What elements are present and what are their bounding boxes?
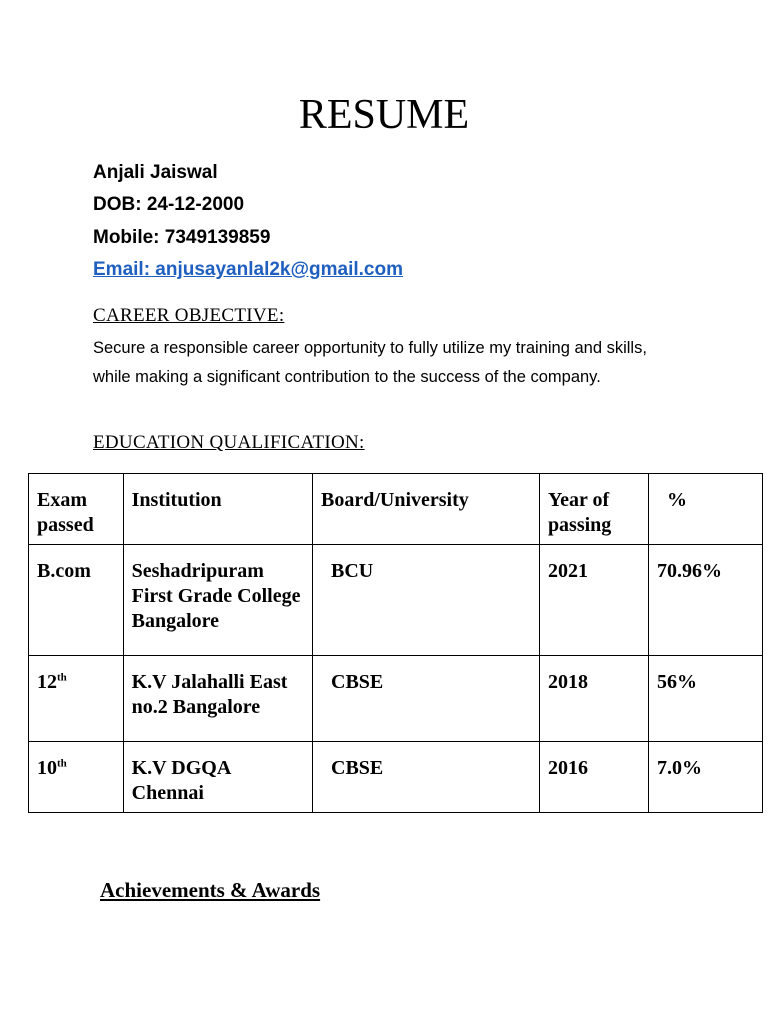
- column-header: %: [649, 474, 763, 545]
- year-cell: 2018: [539, 656, 648, 742]
- mobile-number: Mobile: 7349139859: [93, 227, 271, 248]
- table-row: [29, 545, 763, 656]
- column-header: Institution: [123, 474, 312, 545]
- board-cell: CBSE: [313, 656, 540, 742]
- institution-cell: Seshadripuram First Grade College Bangalore: [123, 545, 312, 656]
- percent-cell: 56%: [649, 656, 763, 742]
- column-header: Board/University: [313, 474, 540, 545]
- exam-suffix: th: [57, 671, 67, 684]
- board-cell: BCU: [313, 545, 540, 656]
- institution-cell: K.V DGQA Chennai: [123, 742, 312, 813]
- exam-suffix: th: [57, 757, 67, 770]
- year-cell: 2021: [539, 545, 648, 656]
- exam-cell: [29, 545, 124, 656]
- column-header: Exam passed: [29, 474, 124, 545]
- candidate-name: Anjali Jaiswal: [93, 162, 218, 183]
- percent-cell: 7.0%: [649, 742, 763, 813]
- table-row: [29, 656, 763, 742]
- table-row: [29, 742, 763, 813]
- page-title: RESUME: [298, 92, 470, 138]
- exam-name: 10: [37, 757, 57, 779]
- education-heading: EDUCATION QUALIFICATION:: [93, 432, 365, 453]
- date-of-birth: DOB: 24-12-2000: [93, 194, 245, 215]
- board-cell: CBSE: [313, 742, 540, 813]
- career-objective-heading: CAREER OBJECTIVE:: [93, 305, 285, 326]
- institution-cell: K.V Jalahalli East no.2 Bangalore: [123, 656, 312, 742]
- education-table: [28, 473, 763, 813]
- exam-cell: [29, 656, 124, 742]
- exam-name: 12: [37, 671, 57, 693]
- exam-name: B.com: [37, 560, 91, 582]
- percent-cell: 70.96%: [649, 545, 763, 656]
- table-header-row: [29, 474, 763, 545]
- year-cell: 2016: [539, 742, 648, 813]
- achievements-heading: Achievements & Awards: [100, 878, 321, 902]
- exam-cell: [29, 742, 124, 813]
- email-link[interactable]: Email: anjusayanlal2k@gmail.com: [93, 259, 403, 280]
- column-header: Year of passing: [539, 474, 648, 545]
- career-objective-text: Secure a responsible career opportunity to fully utilize my training and skills, while making a significant contribution to the success of the company.: [93, 339, 647, 386]
